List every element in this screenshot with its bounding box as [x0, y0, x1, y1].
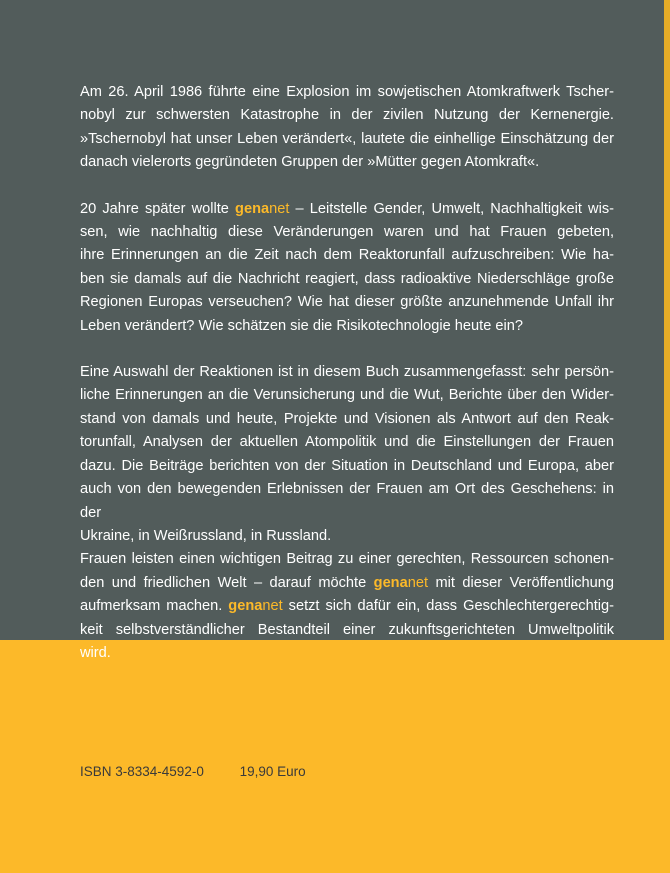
paragraph-3: [80, 361, 614, 548]
brand-gena: gena: [228, 598, 263, 615]
p2-line: sen, wie nachhaltig diese Veränderungen waren und hat Frauen gebeten,: [80, 224, 614, 241]
p4-l2-prefix: den und friedlichen Welt – darauf möchte: [80, 574, 374, 591]
p3-line: auch von den bewegenden Erlebnissen der Frauen am Ort des Geschehens: in der: [80, 481, 614, 521]
p3-line: torunfall, Analysen der aktuellen Atompolitik und die Einstellungen der Frauen: [80, 434, 614, 451]
p1-line: danach vielerorts gegründeten Gruppen der »Mütter gegen Atomkraft«.: [80, 154, 540, 171]
p4-line: Frauen leisten einen wichtigen Beitrag zu einer gerechten, Ressourcen schonen-: [80, 551, 614, 568]
p3-line: stand von damals und heute, Projekte und Visionen als Antwort auf den Reak-: [80, 410, 614, 427]
imprint: [80, 764, 338, 779]
p2-prefix: 20 Jahre später wollte: [80, 200, 236, 217]
p4-line: keit selbstverständlicher Bestandteil einer zukunftsgerichteten Umweltpolitik: [80, 621, 614, 638]
p3-line: liche Erinnerungen an die Verunsicherung und die Wut, Berichte über den Wider-: [80, 387, 614, 404]
p3-line: Ukraine, in Weißrussland, in Russland.: [80, 527, 332, 544]
p1-line: nobyl zur schwersten Katastrophe in der zivilen Nutzung der Kernenergie.: [80, 107, 614, 124]
p2-line: ben sie damals auf die Nachricht reagiert, dass radioaktive Niederschläge große: [80, 270, 614, 287]
paragraph-4: [80, 548, 614, 665]
isbn: ISBN 3-8334-4592-0: [80, 764, 204, 779]
p2-line: [80, 198, 614, 221]
brand-net: net: [407, 574, 429, 591]
p1-line: Am 26. April 1986 führte eine Explosion im sowjetischen Atomkraftwerk Tscher-: [80, 84, 614, 100]
p4-line: wird.: [80, 644, 111, 661]
p4-l2-suffix: mit dieser Veröffentlichung: [428, 574, 614, 591]
brand-gena: gena: [373, 574, 408, 591]
p4-line: [80, 595, 614, 618]
p4-line: [80, 572, 614, 595]
brand-gena: gena: [235, 200, 270, 217]
p2-line: Regionen Europas verseuchen? Wie hat dieser größte anzunehmende Unfall ihr: [80, 294, 614, 311]
p2-line: ihre Erinnerungen an die Zeit nach dem Reaktorunfall aufzuschreiben: Wie ha-: [80, 247, 614, 264]
brand-net: net: [269, 200, 290, 217]
price: 19,90 Euro: [239, 764, 306, 779]
brand-net: net: [262, 598, 283, 615]
p3-line: dazu. Die Beiträge berichten von der Situation in Deutschland und Europa, aber: [80, 457, 614, 474]
paragraph-1: [80, 81, 614, 175]
p4-l3-prefix: aufmerksam machen.: [80, 598, 229, 615]
p2-suffix: – Leitstelle Gender, Umwelt, Nachhaltigkeit wis-: [289, 200, 614, 217]
blurb: [80, 81, 614, 688]
p1-line: »Tschernobyl hat unser Leben verändert«, lautete die einhellige Einschätzung der: [80, 130, 614, 147]
spine-strip: [664, 0, 670, 640]
p2-line: Leben verändert? Wie schätzen sie die Risikotechnologie heute ein?: [80, 317, 523, 334]
p4-l3-suffix: setzt sich dafür ein, dass Geschlechtergerechtig-: [282, 598, 614, 615]
p3-line: Eine Auswahl der Reaktionen ist in diesem Buch zusammengefasst: sehr persön-: [80, 364, 614, 381]
paragraph-2: [80, 198, 614, 338]
